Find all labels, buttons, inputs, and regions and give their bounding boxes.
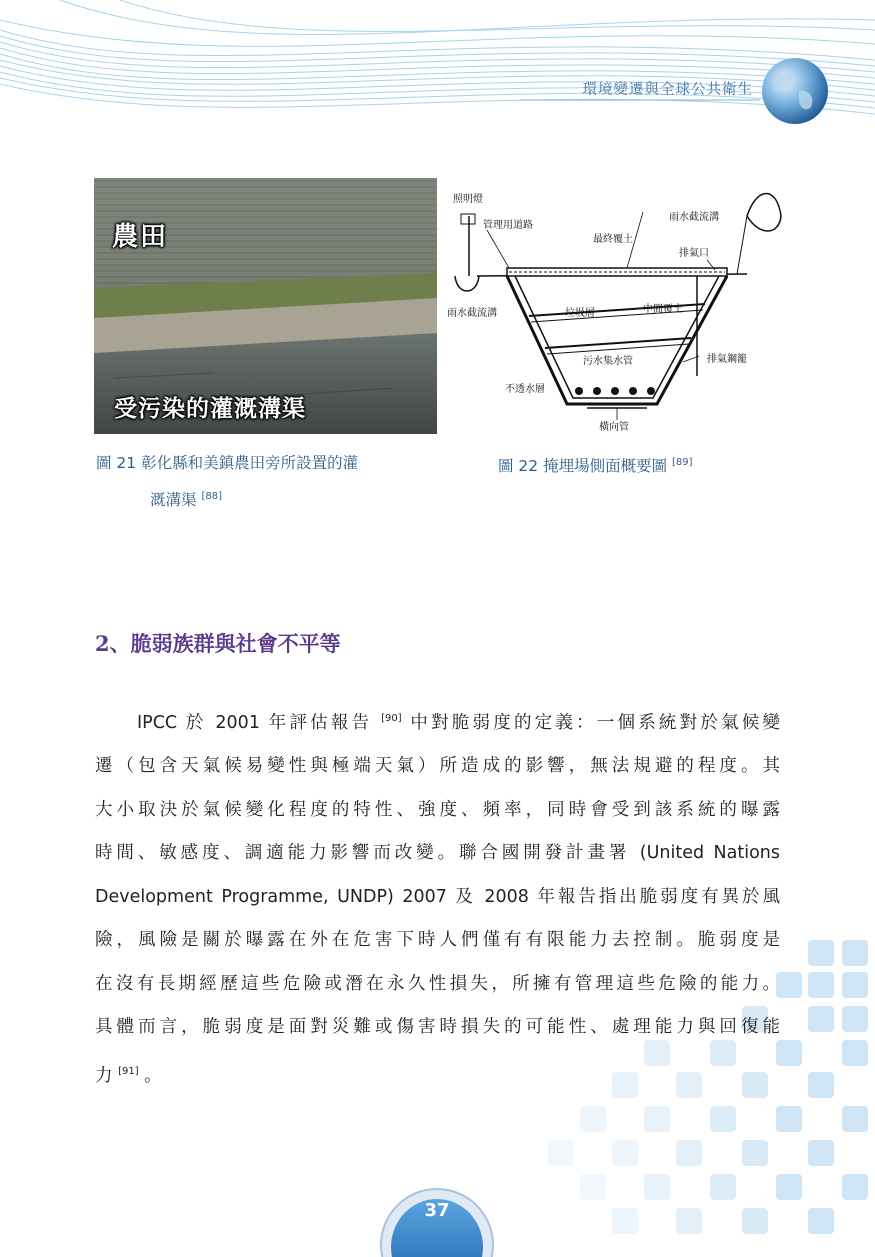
body-line: 險，風險是關於曝露在外在危害下時人們僅有有限能力去控制。脆弱度是: [95, 930, 780, 951]
label-vent: 排氣口: [679, 248, 709, 259]
body-line: 遷（包含天氣候易變性與極端天氣）所造成的影響，無法規避的程度。其: [95, 756, 780, 777]
label-waste-layer: 垃圾層: [565, 308, 595, 319]
body-line: 具體而言，脆弱度是面對災難或傷害時損失的可能性、處理能力與回復能: [95, 1017, 780, 1038]
figure-22-caption: [498, 446, 693, 483]
body-line: 大小取決於氣候變化程度的特性、強度、頻率，同時會受到該系統的曝露: [95, 799, 780, 820]
citation-91: [91]: [118, 1065, 139, 1077]
body-line: 在沒有長期經歷這些危險或潛在永久性損失，所擁有管理這些危險的能力。: [95, 973, 780, 994]
citation-90: [90]: [381, 713, 402, 724]
page-number: 37: [424, 1200, 450, 1221]
figure-21-caption: [96, 446, 426, 517]
landfill-cross-section-diagram: [447, 176, 782, 438]
figure-22-caption-text: 圖 22 掩埋場側面概要圖: [498, 457, 668, 476]
label-vent-cage: 排氣鋼籠: [707, 354, 747, 365]
label-impermeable-layer: 不透水層: [505, 384, 545, 395]
body-line: 力 [91] 。: [95, 1065, 162, 1086]
figure-21-caption-line1: 圖 21 彰化縣和美鎮農田旁所設置的灌: [96, 454, 359, 472]
label-rain-ditch-left: 雨水截流溝: [447, 308, 497, 319]
page-number-badge: [379, 1187, 495, 1257]
photo-label-polluted-ditch: 受污染的灌溉溝渠: [114, 395, 306, 422]
label-leachate-pipe: 污水集水管: [583, 356, 633, 367]
body-line: 時間、敏感度、調適能力影響而改變。聯合國開發計畫署 (United Nations: [95, 843, 780, 864]
label-lamp: 照明燈: [453, 194, 483, 205]
figure-21-caption-line2: 溉溝渠: [150, 491, 197, 510]
label-rain-ditch-right: 雨水截流溝: [669, 212, 719, 223]
label-drain-pipe: 橫向管: [599, 422, 629, 433]
label-final-cover: 最終覆土: [593, 234, 633, 245]
globe-icon: [759, 55, 831, 127]
section-title: 2、脆弱族群與社會不平等: [95, 631, 341, 656]
figure-22-citation: [89]: [672, 457, 693, 468]
figure-21-citation: [88]: [201, 491, 222, 502]
body-line: IPCC 於 2001 年評估報告 [90] 中對脆弱度的定義：一個系統對於氣候變: [137, 712, 780, 733]
photo-label-farmland: 農田: [112, 222, 169, 252]
farmland-photo: [94, 178, 437, 434]
label-road: 管理用道路: [483, 220, 533, 231]
label-mid-cover: 中間覆土: [643, 304, 683, 315]
body-line: Development Programme, UNDP) 2007 及 2008 年報告指出脆弱度有異於風: [95, 886, 780, 907]
header-title: 環境變遷與全球公共衛生: [582, 82, 753, 98]
body-paragraph: [95, 697, 780, 1098]
